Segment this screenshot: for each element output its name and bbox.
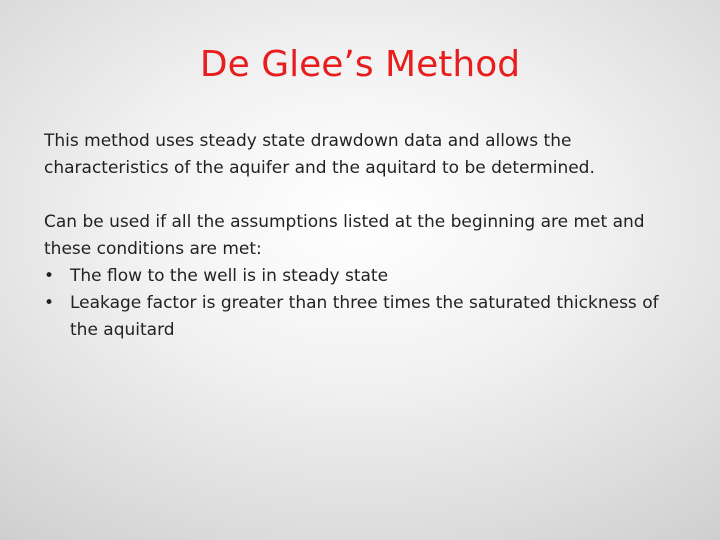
slide-body [44, 128, 684, 344]
list-item-text: Leakage factor is greater than three times the saturated thickness of the aquitard [70, 293, 659, 340]
list-item [44, 290, 684, 344]
bullet-icon: • [44, 266, 55, 286]
conditions-paragraph: Can be used if all the assumptions listed at the beginning are met and these conditions are met: [44, 212, 645, 259]
slide-title: De Glee’s Method [199, 44, 521, 85]
list-item-text: The flow to the well is in steady state [70, 266, 389, 286]
bullet-icon: • [44, 293, 55, 313]
intro-paragraph: This method uses steady state drawdown data and allows the characteristics of the aquifer and the aquitard to be determined. [44, 131, 595, 178]
list-item [44, 263, 684, 290]
conditions-list [44, 263, 684, 344]
